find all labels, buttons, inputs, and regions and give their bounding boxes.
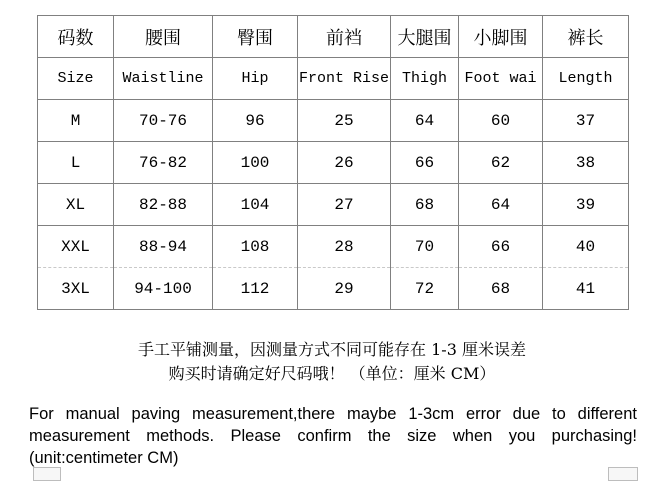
size-table-cell: XL [38, 184, 114, 226]
header-cn-thigh: 大腿围 [391, 16, 459, 58]
size-chart-table [37, 15, 629, 310]
size-row-m [38, 100, 629, 142]
header-cn-waistline: 腰围 [114, 16, 213, 58]
size-table-cell: 38 [543, 142, 629, 184]
size-table-cell: 70-76 [114, 100, 213, 142]
measurement-note-english [29, 403, 637, 469]
size-table-cell: 100 [213, 142, 298, 184]
size-table-cell: 25 [298, 100, 391, 142]
size-table-cell: 94-100 [114, 268, 213, 310]
size-row-xxl [38, 226, 629, 268]
size-table-cell: 60 [459, 100, 543, 142]
header-en-waistline: Waistline [114, 58, 213, 100]
size-table-cell: 26 [298, 142, 391, 184]
size-table-cell: 70 [391, 226, 459, 268]
measurement-note-cn-line1: 手工平铺测量，因测量方式不同可能存在 1-3 厘米误差 [138, 340, 526, 359]
header-en-length: Length [543, 58, 629, 100]
size-row-3xl [38, 268, 629, 310]
header-en-hip: Hip [213, 58, 298, 100]
size-table-cell: 104 [213, 184, 298, 226]
header-en-thigh: Thigh [391, 58, 459, 100]
size-table-cell: 112 [213, 268, 298, 310]
cropped-next-table-corner-left [33, 467, 61, 481]
size-table-cell: 76-82 [114, 142, 213, 184]
size-table-cell: 96 [213, 100, 298, 142]
measurement-note-cn-line2: 购买时请确定好尺码哦！ （单位：厘米 CM） [168, 364, 496, 383]
size-row-l [38, 142, 629, 184]
measurement-note-en-line3: (unit:centimeter CM) [29, 449, 179, 467]
size-table-cell: 68 [391, 184, 459, 226]
size-table-cell: 28 [298, 226, 391, 268]
measurement-note-chinese [0, 338, 664, 386]
size-table-cell: 37 [543, 100, 629, 142]
header-row-english [38, 58, 629, 100]
size-table-cell: M [38, 100, 114, 142]
header-cn-length: 裤长 [543, 16, 629, 58]
size-table-cell: L [38, 142, 114, 184]
measurement-note-en-line2: measurement methods. Please confirm the size when you purchasing! [29, 427, 637, 445]
size-table-cell: 40 [543, 226, 629, 268]
size-table-cell: 64 [459, 184, 543, 226]
size-table-cell: 41 [543, 268, 629, 310]
size-table-cell: 68 [459, 268, 543, 310]
size-table-cell: 66 [391, 142, 459, 184]
header-row-chinese [38, 16, 629, 58]
size-table-cell: 88-94 [114, 226, 213, 268]
size-chart-table-container [37, 15, 629, 310]
size-table-cell: 29 [298, 268, 391, 310]
header-cn-hip: 臀围 [213, 16, 298, 58]
cropped-next-table-corner-right [608, 467, 638, 481]
size-table-cell: 62 [459, 142, 543, 184]
size-table-cell: 27 [298, 184, 391, 226]
measurement-note-en-line1: For manual paving measurement,there maybe 1-3cm error due to different [29, 405, 637, 423]
size-table-cell: 82-88 [114, 184, 213, 226]
header-cn-frontrise: 前裆 [298, 16, 391, 58]
header-en-footwaist: Foot wai [459, 58, 543, 100]
size-table-cell: 3XL [38, 268, 114, 310]
size-table-cell: 39 [543, 184, 629, 226]
size-table-cell: 64 [391, 100, 459, 142]
header-en-frontrise: Front Rise [298, 58, 391, 100]
size-table-cell: XXL [38, 226, 114, 268]
header-cn-size: 码数 [38, 16, 114, 58]
size-table-cell: 108 [213, 226, 298, 268]
size-row-xl [38, 184, 629, 226]
header-cn-footwaist: 小脚围 [459, 16, 543, 58]
header-en-size: Size [38, 58, 114, 100]
size-table-cell: 72 [391, 268, 459, 310]
size-table-cell: 66 [459, 226, 543, 268]
